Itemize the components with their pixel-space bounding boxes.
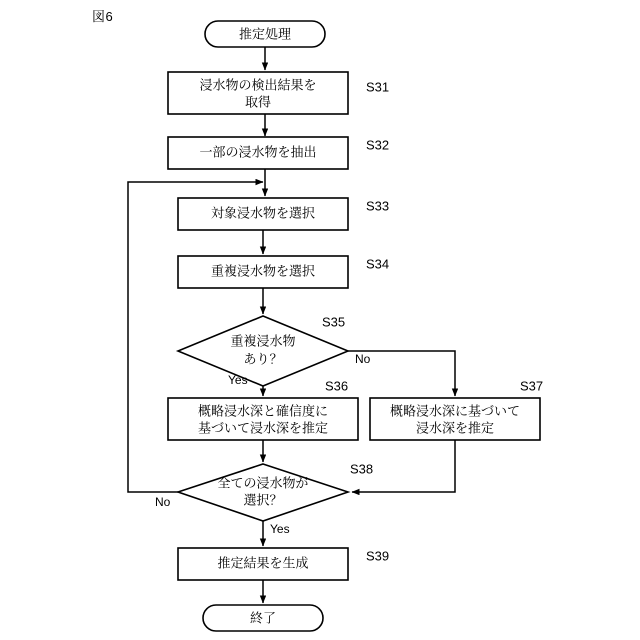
edge-label-s38-yes: Yes: [270, 522, 290, 537]
node-s38-line2: 選択？: [243, 492, 283, 508]
node-s37-line2: 浸水深を推定: [415, 420, 495, 436]
step-label-s36: S36: [325, 378, 349, 394]
node-s38: [178, 461, 373, 521]
node-s35-line1: 重複浸水物: [230, 333, 296, 349]
edge-label-s35-no: No: [355, 352, 371, 367]
step-label-s35: S35: [322, 314, 346, 330]
node-s35: [178, 314, 348, 386]
node-s34: [178, 256, 389, 288]
node-s32: [168, 137, 389, 169]
node-s34-label: 重複浸水物を選択: [210, 263, 316, 279]
step-label-s34: S34: [366, 256, 390, 272]
node-s36-line2: 基づいて浸水深を推定: [197, 420, 329, 436]
node-s36-line1: 概略浸水深と確信度に: [197, 403, 329, 419]
node-end-label: 終了: [249, 610, 277, 626]
node-s37-line1: 概略浸水深に基づいて: [389, 403, 521, 419]
step-label-s37: S37: [520, 378, 544, 394]
node-start-label: 推定処理: [238, 26, 292, 42]
node-end: [203, 605, 323, 631]
step-label-s38: S38: [350, 461, 374, 477]
step-label-s31: S31: [366, 79, 390, 95]
node-start: [205, 21, 325, 47]
node-s32-label: 一部の浸水物を抽出: [199, 144, 317, 160]
node-s33-label: 対象浸水物を選択: [210, 205, 316, 221]
node-s39: [178, 548, 389, 580]
node-s33: [178, 198, 389, 230]
node-s31-line1: 浸水物の検出結果を: [199, 77, 317, 93]
edge-label-s38-no: No: [155, 495, 171, 510]
node-s31-line2: 取得: [244, 94, 272, 110]
step-label-s39: S39: [366, 548, 390, 564]
node-s39-label: 推定結果を生成: [217, 555, 309, 571]
node-s38-line1: 全ての浸水物が: [217, 475, 309, 491]
node-s37: [370, 378, 543, 440]
node-s31: [168, 72, 389, 114]
step-label-s33: S33: [366, 198, 390, 214]
step-label-s32: S32: [366, 137, 390, 153]
edge-label-s35-yes: Yes: [228, 373, 248, 388]
figure-label: 図6: [92, 9, 114, 24]
node-s35-line2: あり？: [243, 351, 283, 367]
